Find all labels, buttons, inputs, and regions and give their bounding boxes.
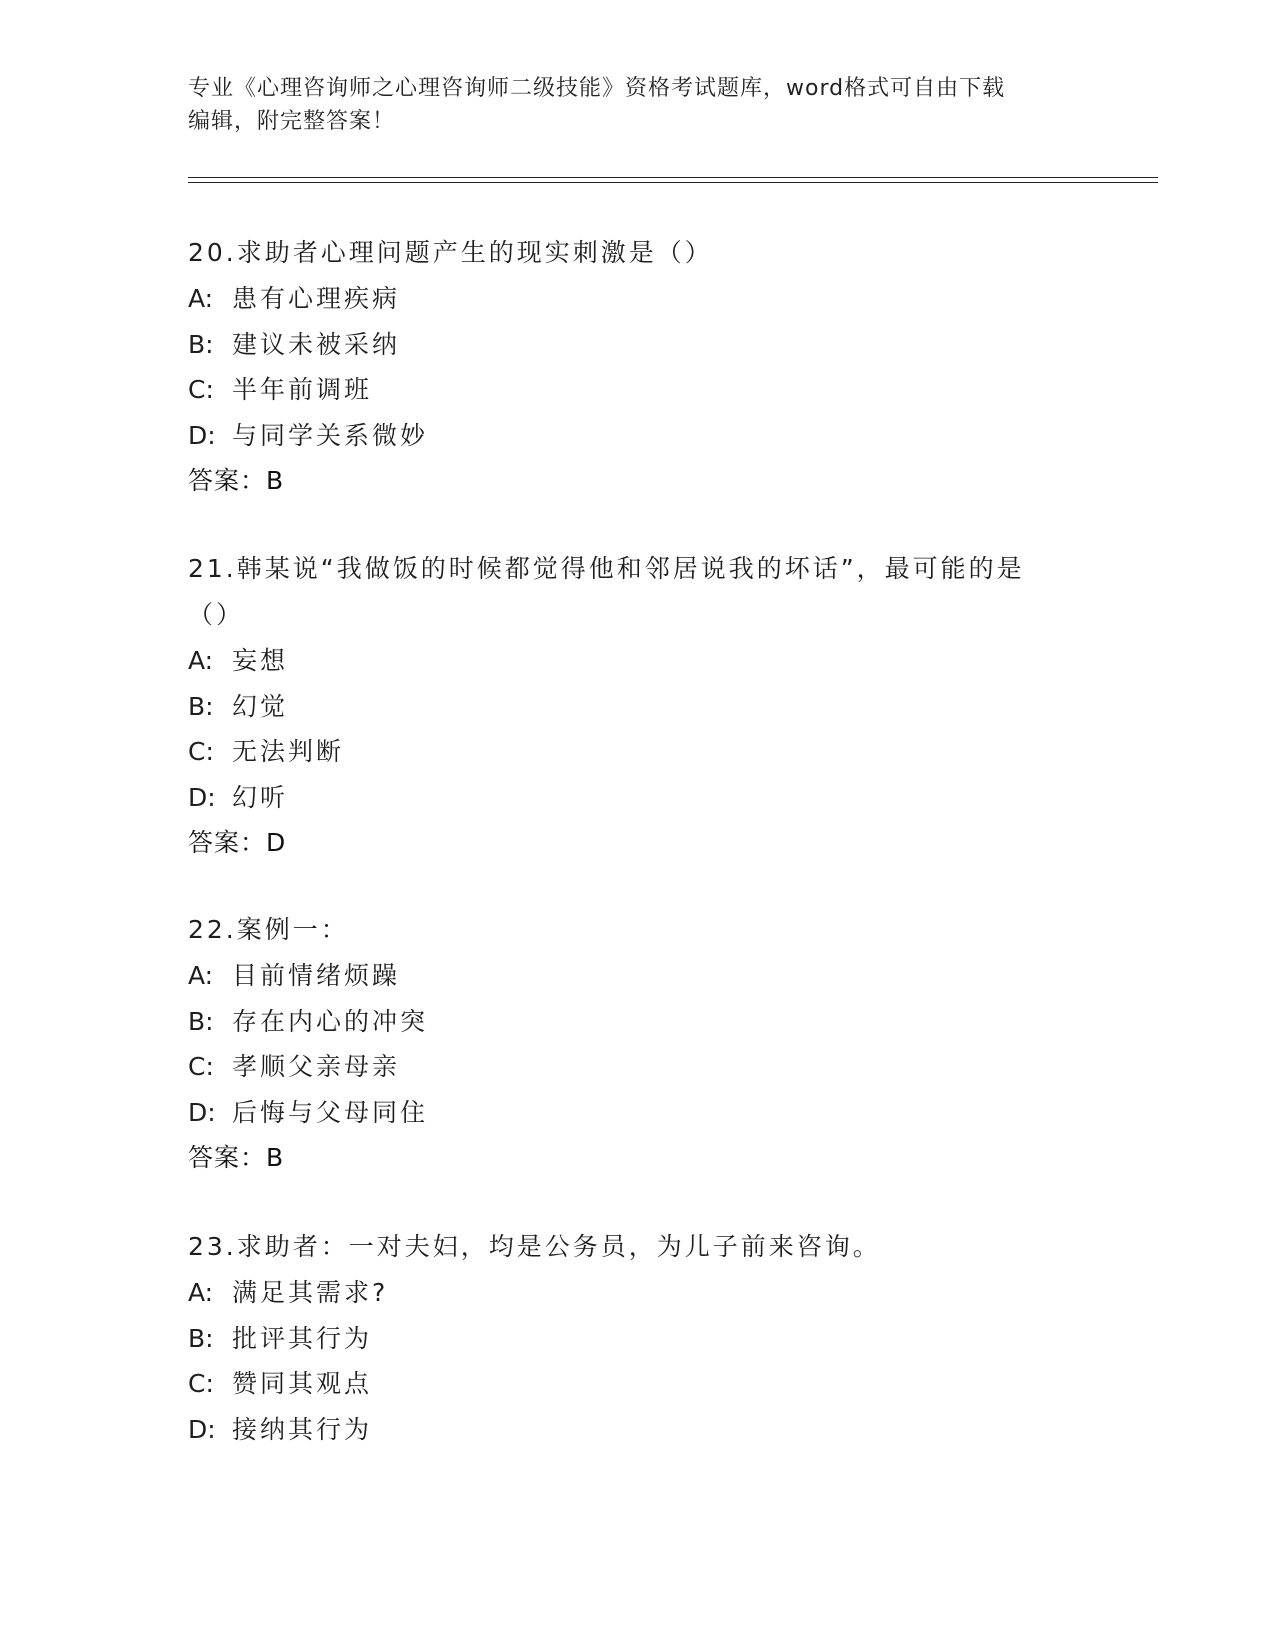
option-label: D: xyxy=(188,1097,216,1127)
option-text: 满足其需求? xyxy=(232,1278,389,1307)
document-header xyxy=(188,72,1068,138)
option-label: C: xyxy=(188,737,214,766)
option-text: 接纳其行为 xyxy=(232,1414,373,1444)
header-line-1: 专业《心理咨询师之心理咨询师二级技能》资格考试题库，word格式可自由下载 xyxy=(188,76,1006,101)
question-stem: 20.求助者心理问题产生的现实刺激是（） xyxy=(188,238,713,267)
option-label: A: xyxy=(188,961,214,990)
question-23 xyxy=(188,1224,1088,1452)
option-text: 妄想 xyxy=(232,646,289,675)
option-d xyxy=(188,1407,1088,1453)
option-text: 赞同其观点 xyxy=(232,1369,373,1398)
option-label: D: xyxy=(188,782,216,812)
option-text: 后悔与父母同住 xyxy=(232,1097,429,1127)
option-label: C: xyxy=(188,375,214,404)
option-a xyxy=(188,638,1088,684)
option-label: D: xyxy=(188,420,216,450)
option-text: 孝顺父亲母亲 xyxy=(232,1052,401,1081)
header-divider-bottom xyxy=(188,182,1158,183)
option-text: 目前情绪烦躁 xyxy=(232,961,401,990)
option-c xyxy=(188,1044,1088,1090)
option-c xyxy=(188,729,1088,775)
answer: 答案：B xyxy=(188,466,285,495)
option-label: A: xyxy=(188,646,214,675)
answer: 答案：B xyxy=(188,1143,285,1172)
option-d xyxy=(188,775,1088,821)
option-text: 无法判断 xyxy=(232,737,345,766)
header-line-2: 编辑，附完整答案！ xyxy=(188,109,396,134)
question-stem-continued: （） xyxy=(188,600,245,629)
option-text: 半年前调班 xyxy=(232,375,373,404)
option-a xyxy=(188,953,1088,999)
question-22 xyxy=(188,907,1088,1181)
option-c xyxy=(188,1361,1088,1407)
answer: 答案：D xyxy=(188,828,287,857)
option-d xyxy=(188,1090,1088,1136)
option-text: 存在内心的冲突 xyxy=(232,1006,429,1036)
option-b xyxy=(188,1316,1088,1362)
option-label: B: xyxy=(188,691,214,721)
option-text: 患有心理疾病 xyxy=(232,284,401,313)
option-d xyxy=(188,413,1088,459)
header-divider-top xyxy=(188,177,1158,178)
option-a xyxy=(188,276,1088,322)
option-label: B: xyxy=(188,1323,214,1353)
option-text: 幻听 xyxy=(232,782,289,812)
question-stem: 23.求助者：一对夫妇，均是公务员，为儿子前来咨询。 xyxy=(188,1232,881,1261)
option-text: 批评其行为 xyxy=(232,1323,373,1353)
option-c xyxy=(188,367,1088,413)
option-b xyxy=(188,322,1088,368)
option-text: 建议未被采纳 xyxy=(232,329,401,359)
option-label: C: xyxy=(188,1052,214,1081)
question-20 xyxy=(188,230,1088,504)
question-21 xyxy=(188,546,1088,866)
option-b xyxy=(188,999,1088,1045)
question-stem: 22.案例一： xyxy=(188,915,349,944)
option-label: A: xyxy=(188,1278,214,1307)
option-label: A: xyxy=(188,284,214,313)
option-label: D: xyxy=(188,1414,216,1444)
option-label: B: xyxy=(188,1006,214,1036)
option-label: B: xyxy=(188,329,214,359)
option-label: C: xyxy=(188,1369,214,1398)
option-a xyxy=(188,1270,1088,1316)
option-text: 与同学关系微妙 xyxy=(232,420,429,450)
option-text: 幻觉 xyxy=(232,691,289,721)
question-stem: 21.韩某说“我做饭的时候都觉得他和邻居说我的坏话”，最可能的是 xyxy=(188,554,1025,583)
option-b xyxy=(188,684,1088,730)
